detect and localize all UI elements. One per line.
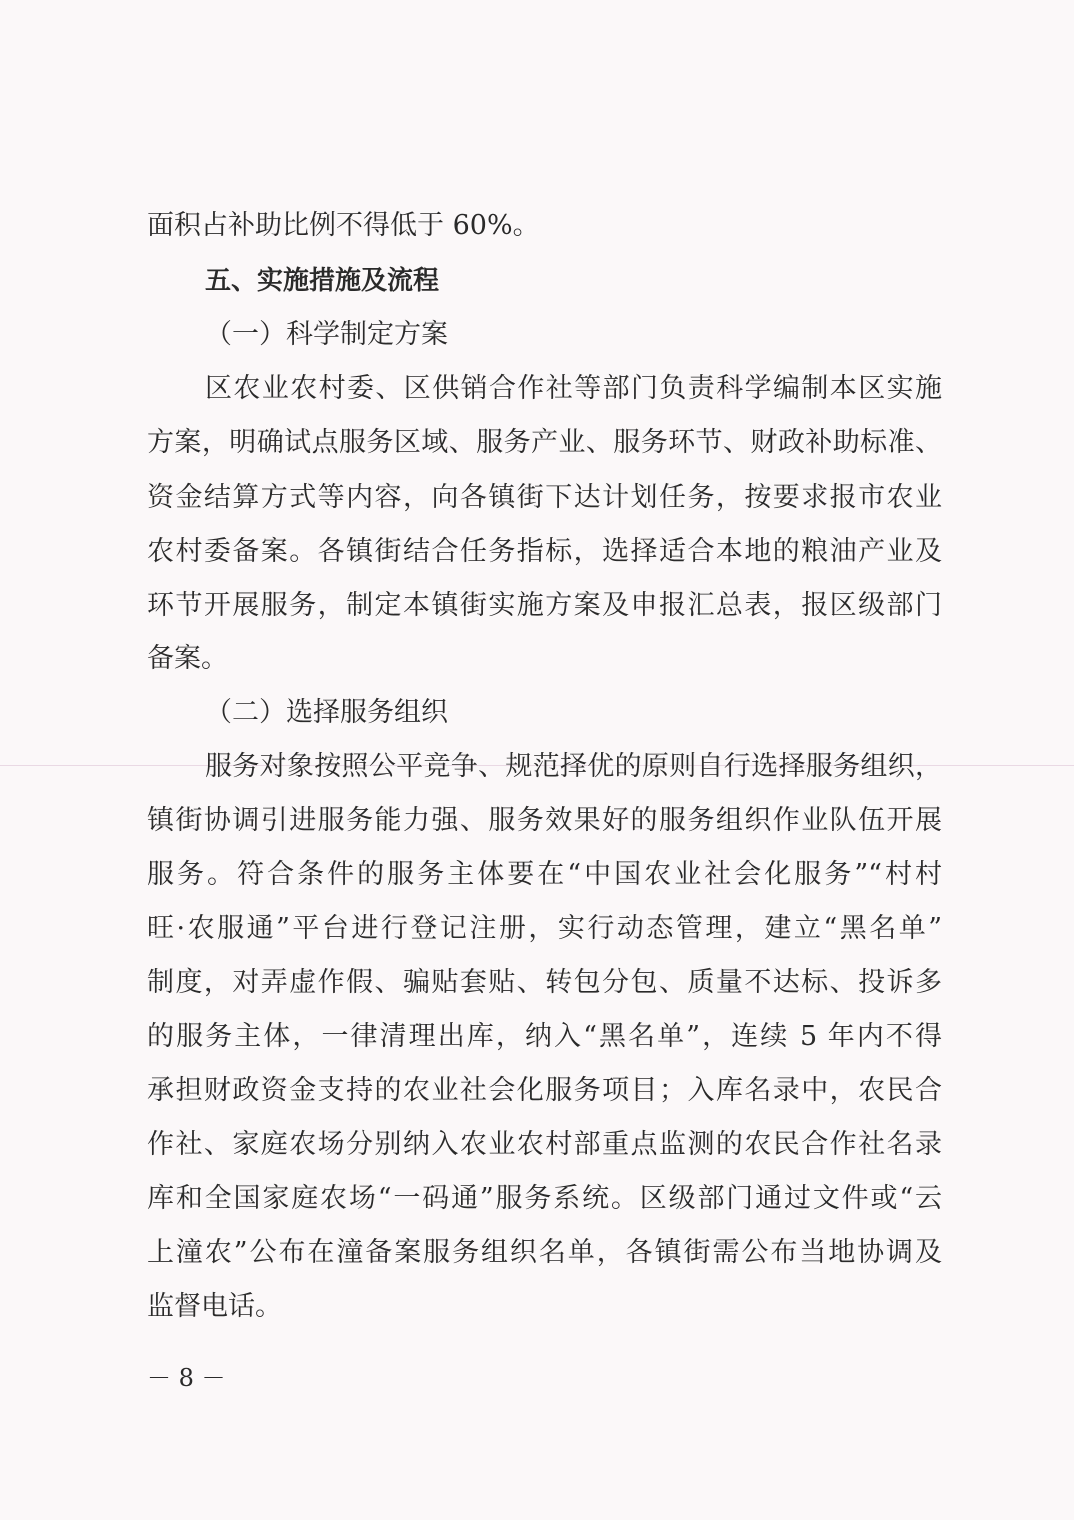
body-text-line: 面积占补助比例不得低于 60%。 xyxy=(147,210,540,241)
body-text-line: 监督电话。 xyxy=(147,1291,282,1322)
body-text-line: 制度，对弄虚作假、骗贴套贴、转包分包、质量不达标、投诉多 xyxy=(147,967,942,998)
body-text-line: 方案，明确试点服务区域、服务产业、服务环节、财政补助标准、 xyxy=(147,427,942,458)
subsection-heading: （二）选择服务组织 xyxy=(205,697,448,728)
body-text-line: 镇街协调引进服务能力强、服务效果好的服务组织作业队伍开展 xyxy=(147,805,942,836)
body-text-line: 的服务主体，一律清理出库，纳入“黑名单”，连续 5 年内不得 xyxy=(147,1021,942,1052)
body-text-line: 资金结算方式等内容，向各镇街下达计划任务，按要求报市农业 xyxy=(147,482,942,513)
body-text-line: 旺·农服通”平台进行登记注册，实行动态管理，建立“黑名单” xyxy=(147,913,942,944)
body-text-line: 区农业农村委、区供销合作社等部门负责科学编制本区实施 xyxy=(205,373,942,404)
body-text-line: 作社、家庭农场分别纳入农业农村部重点监测的农民合作社名录 xyxy=(147,1129,942,1160)
body-text-line: 上潼农”公布在潼备案服务组织名单，各镇街需公布当地协调及 xyxy=(147,1237,942,1268)
body-text-line: 农村委备案。各镇街结合任务指标，选择适合本地的粮油产业及 xyxy=(147,536,942,567)
body-text-line: 备案。 xyxy=(147,643,228,674)
body-text-line: 承担财政资金支持的农业社会化服务项目；入库名录中，农民合 xyxy=(147,1075,942,1106)
page-number: － 8 － xyxy=(147,1364,226,1392)
body-text-line: 环节开展服务，制定本镇街实施方案及申报汇总表，报区级部门 xyxy=(147,590,942,621)
body-text-line: 服务对象按照公平竞争、规范择优的原则自行选择服务组织， xyxy=(205,751,942,782)
body-text-line: 服务。符合条件的服务主体要在“中国农业社会化服务”“村村 xyxy=(147,859,942,890)
subsection-heading: （一）科学制定方案 xyxy=(205,319,448,350)
section-heading: 五、实施措施及流程 xyxy=(205,266,440,296)
body-text-line: 库和全国家庭农场“一码通”服务系统。区级部门通过文件或“云 xyxy=(147,1183,942,1214)
